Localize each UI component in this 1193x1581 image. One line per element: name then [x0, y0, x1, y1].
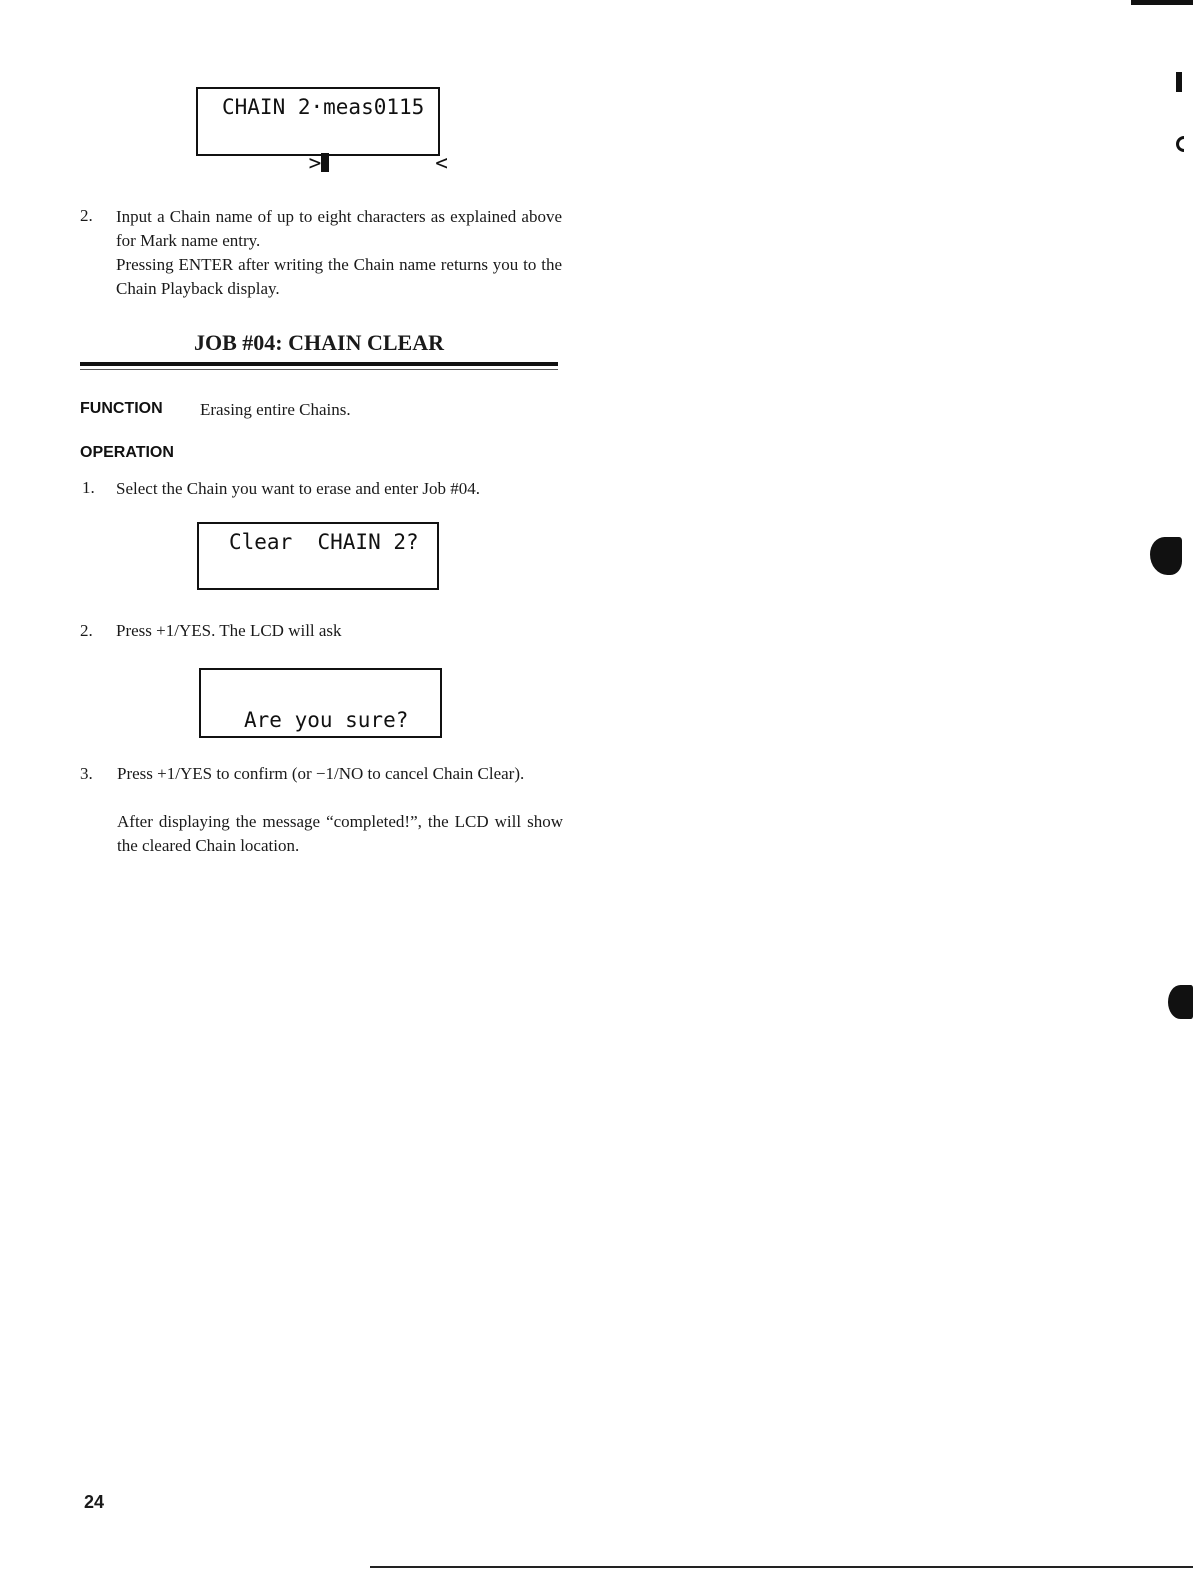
step-text: Input a Chain name of up to eight characters as explained above for Mark name entry.: [116, 207, 562, 250]
lcd-line-2: Are you sure?: [244, 708, 409, 732]
step-text: Press +1/YES. The LCD will ask: [116, 621, 342, 640]
step-number: 1.: [82, 478, 95, 497]
lcd-line-2: [258, 127, 448, 199]
edge-mark-blob-2: [1168, 985, 1193, 1019]
operation-label: OPERATION: [80, 444, 174, 461]
step-note: After displaying the message “completed!”, the LCD will show the cleared Chain location.: [117, 812, 563, 855]
lcd-display-clear-chain: [197, 522, 439, 590]
step-note: Pressing ENTER after writing the Chain name returns you to the Chain Playback display.: [116, 255, 562, 298]
step-number: 3.: [80, 764, 93, 783]
step-number: 2.: [80, 621, 93, 640]
section-rule-thick: [80, 362, 558, 366]
edge-mark-dot-2: [1176, 136, 1184, 152]
step-text: Press +1/YES to confirm (or −1/NO to cancel Chain Clear).: [117, 764, 525, 783]
edge-mark-blob-1: [1150, 537, 1182, 575]
function-label: FUNCTION: [80, 400, 163, 417]
lcd-display-are-you-sure: [199, 668, 442, 738]
section-title: JOB #04: CHAIN CLEAR: [194, 330, 444, 355]
step-number: 2.: [80, 206, 93, 225]
edge-mark-bottom-line: [370, 1566, 1193, 1568]
function-text: Erasing entire Chains.: [200, 400, 351, 419]
lcd-display-chain-name: [196, 87, 448, 175]
lcd-line-1: CHAIN 2·meas0115: [222, 95, 425, 119]
edge-mark-dot-1: [1176, 72, 1182, 92]
edge-mark-top: [1131, 0, 1193, 5]
section-rule-thin: [80, 369, 558, 370]
step-text: Select the Chain you want to erase and enter Job #04.: [116, 479, 480, 498]
lcd-prompt-right: <: [435, 151, 448, 175]
page-number: 24: [84, 1492, 105, 1512]
lcd-line-1: Clear CHAIN 2?: [229, 530, 419, 554]
lcd-cursor: [321, 153, 329, 172]
lcd-prompt-left: >: [308, 151, 322, 175]
